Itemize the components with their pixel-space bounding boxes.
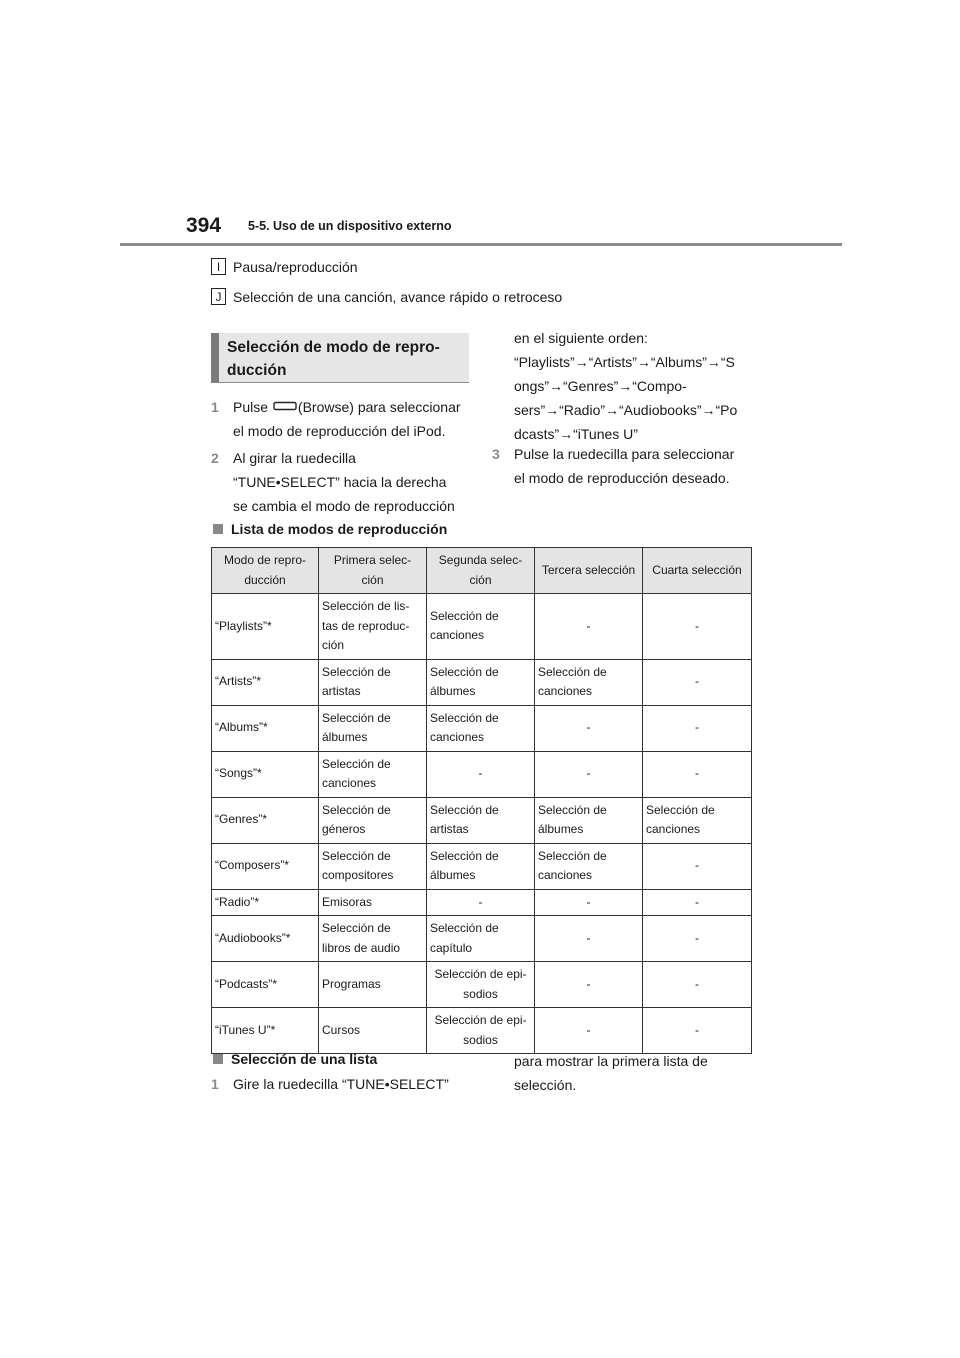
step-3 bbox=[492, 442, 762, 490]
mode-cell bbox=[212, 705, 319, 751]
selection-cell bbox=[643, 751, 752, 797]
cell-line: “iTunes U”* bbox=[215, 1022, 276, 1037]
browse-button-icon bbox=[273, 401, 297, 411]
list-section-title-text: Selección de una lista bbox=[231, 1051, 378, 1067]
cell-line: Programas bbox=[322, 976, 381, 991]
cell-line: - bbox=[695, 674, 699, 689]
cell-line: Selección de bbox=[538, 848, 607, 863]
list-section-title bbox=[213, 1051, 377, 1067]
cell-line: Selección de bbox=[430, 848, 499, 863]
cell-line: sodios bbox=[463, 986, 498, 1001]
cell-line: - bbox=[478, 894, 483, 909]
cell-line: álbumes bbox=[430, 868, 476, 882]
cont-line4: sers”→“Radio”→“Audiobooks”→“Po bbox=[514, 402, 738, 418]
step-2-continuation bbox=[514, 326, 764, 446]
cell-line: “Songs”* bbox=[215, 766, 262, 781]
selection-cell bbox=[319, 916, 427, 962]
cell-line: canciones bbox=[538, 868, 593, 882]
step-2 bbox=[211, 446, 481, 518]
cell-line: tas de reproduc- bbox=[322, 618, 410, 633]
selection-cell bbox=[643, 659, 752, 705]
step-2-number: 2 bbox=[211, 450, 219, 466]
cell-line: - bbox=[695, 618, 699, 633]
step-1 bbox=[211, 395, 481, 443]
header-line: ción bbox=[361, 572, 384, 587]
table-header-cell bbox=[427, 548, 535, 594]
selection-cell bbox=[319, 751, 427, 797]
header-divider bbox=[120, 243, 842, 246]
table-row bbox=[212, 751, 752, 797]
selection-cell bbox=[427, 705, 535, 751]
cell-line: compositores bbox=[322, 868, 394, 882]
cell-line: Selección de bbox=[430, 710, 499, 725]
list-step-1-text: Gire la ruedecilla “TUNE•SELECT” bbox=[233, 1076, 449, 1092]
cell-line: libros de audio bbox=[322, 940, 401, 955]
selection-cell bbox=[427, 594, 535, 660]
step-1-line2: el modo de reproducción del iPod. bbox=[233, 423, 446, 439]
cell-line: Selección de bbox=[322, 802, 391, 817]
cell-line: capítulo bbox=[430, 940, 473, 955]
selection-cell bbox=[535, 916, 643, 962]
cell-line: Selección de epi- bbox=[434, 967, 527, 981]
cell-line: canciones bbox=[430, 730, 485, 744]
step-1-post: (Browse) para seleccionar bbox=[297, 399, 461, 415]
step-1-pre: Pulse bbox=[233, 399, 269, 415]
mode-cell bbox=[212, 889, 319, 916]
table-header-row bbox=[212, 548, 752, 594]
table-header-cell bbox=[643, 548, 752, 594]
cell-line: Selección de bbox=[646, 802, 715, 817]
cont-line5: dcasts”→“iTunes U” bbox=[514, 426, 638, 442]
cell-line: Selección de bbox=[322, 756, 391, 771]
mode-cell bbox=[212, 659, 319, 705]
table-row bbox=[212, 843, 752, 889]
cell-line: Emisoras bbox=[322, 894, 373, 909]
header-line: Modo de repro- bbox=[223, 553, 307, 567]
list-cont-line1: para mostrar la primera lista de bbox=[514, 1053, 708, 1069]
selection-cell bbox=[535, 659, 643, 705]
header-line: Segunda selec- bbox=[438, 553, 523, 567]
cell-line: Selección de epi- bbox=[434, 1013, 527, 1027]
cell-line: canciones bbox=[430, 628, 485, 643]
bullet-square-icon bbox=[213, 524, 223, 534]
cell-line: canciones bbox=[322, 776, 377, 790]
selection-cell bbox=[535, 843, 643, 889]
cell-line: “Composers”* bbox=[215, 858, 290, 873]
table-row bbox=[212, 962, 752, 1008]
step-3-line1: Pulse la ruedecilla para seleccionar bbox=[514, 446, 735, 462]
table-header-cell bbox=[535, 548, 643, 594]
cell-line: álbumes bbox=[430, 684, 476, 698]
cell-line: “Artists”* bbox=[215, 674, 261, 689]
cell-line: Selección de bbox=[430, 664, 499, 679]
cell-line: - bbox=[478, 766, 483, 781]
cell-line: “Genres”* bbox=[215, 812, 268, 827]
cell-line: - bbox=[695, 858, 699, 873]
cell-line: géneros bbox=[322, 822, 366, 836]
selection-cell bbox=[535, 594, 643, 660]
table-row bbox=[212, 889, 752, 916]
selection-cell bbox=[643, 962, 752, 1008]
playback-modes-table bbox=[211, 547, 752, 1054]
page-number: 394 bbox=[186, 214, 222, 237]
cell-line: - bbox=[695, 894, 699, 909]
step-3-number: 3 bbox=[492, 446, 500, 462]
cell-line: “Audiobooks”* bbox=[215, 930, 291, 945]
table-header-cell bbox=[212, 548, 319, 594]
mode-cell bbox=[212, 751, 319, 797]
cell-line: Selección de bbox=[538, 664, 607, 679]
callout-letter-i: I bbox=[211, 258, 226, 275]
selection-cell bbox=[319, 659, 427, 705]
callout-text-i: Pausa/reproducción bbox=[233, 258, 358, 275]
callout-i bbox=[211, 258, 358, 275]
callout-letter-j: J bbox=[211, 288, 226, 305]
mode-cell bbox=[212, 594, 319, 660]
header-line: ción bbox=[469, 572, 492, 587]
selection-cell bbox=[319, 962, 427, 1008]
cell-line: - bbox=[695, 930, 699, 945]
header-line: ducción bbox=[244, 572, 286, 587]
selection-cell bbox=[643, 797, 752, 843]
cell-line: Selección de bbox=[322, 848, 391, 863]
selection-cell bbox=[535, 705, 643, 751]
selection-cell bbox=[643, 1008, 752, 1054]
selection-cell bbox=[643, 916, 752, 962]
selection-cell bbox=[319, 705, 427, 751]
selection-cell bbox=[535, 751, 643, 797]
table-row bbox=[212, 705, 752, 751]
selection-cell bbox=[427, 751, 535, 797]
cell-line: Selección de bbox=[538, 802, 607, 817]
table-title bbox=[213, 521, 447, 537]
cell-line: - bbox=[586, 894, 591, 909]
cell-line: Selección de bbox=[322, 921, 391, 935]
cell-line: Selección de bbox=[430, 608, 499, 623]
cont-line1: en el siguiente orden: bbox=[514, 330, 648, 346]
cell-line: Selección de lis- bbox=[322, 599, 410, 613]
callout-j bbox=[211, 288, 562, 305]
table-row bbox=[212, 659, 752, 705]
cell-line: - bbox=[586, 720, 591, 735]
cell-line: - bbox=[695, 1022, 699, 1037]
selection-cell bbox=[535, 1008, 643, 1054]
mode-cell bbox=[212, 843, 319, 889]
cell-line: canciones bbox=[646, 822, 701, 836]
selection-cell bbox=[427, 916, 535, 962]
table-row bbox=[212, 1008, 752, 1054]
cell-line: - bbox=[586, 618, 591, 633]
cell-line: Selección de bbox=[322, 664, 391, 679]
table-row bbox=[212, 594, 752, 660]
list-step-1 bbox=[211, 1072, 491, 1096]
header-line: Cuarta selección bbox=[652, 562, 742, 577]
selection-cell bbox=[427, 843, 535, 889]
selection-cell bbox=[319, 1008, 427, 1054]
selection-cell bbox=[427, 659, 535, 705]
header-line: Primera selec- bbox=[333, 553, 412, 567]
table-title-text: Lista de modos de reproducción bbox=[231, 521, 448, 537]
cell-line: - bbox=[695, 976, 699, 991]
callout-text-j: Selección de una canción, avance rápido o retroceso bbox=[233, 288, 563, 305]
cell-line: Cursos bbox=[322, 1022, 361, 1037]
selection-cell bbox=[535, 889, 643, 916]
list-step-continuation bbox=[514, 1049, 764, 1097]
bullet-square-icon bbox=[213, 1054, 223, 1064]
subsection-title bbox=[227, 336, 440, 382]
step-2-line3: se cambia el modo de reproducción bbox=[233, 498, 455, 514]
section-title: 5-5. Uso de un dispositivo externo bbox=[248, 219, 452, 233]
selection-cell bbox=[427, 797, 535, 843]
cell-line: artistas bbox=[430, 822, 469, 836]
header-line: Tercera selección bbox=[541, 562, 636, 577]
cell-line: “Podcasts”* bbox=[215, 976, 278, 991]
cell-line: Selección de bbox=[430, 802, 499, 817]
table-row bbox=[212, 916, 752, 962]
cell-line: álbumes bbox=[322, 730, 368, 744]
cell-line: “Albums”* bbox=[215, 720, 268, 735]
cell-line: Selección de bbox=[430, 921, 499, 935]
selection-cell bbox=[643, 843, 752, 889]
step-2-line1: Al girar la ruedecilla bbox=[233, 450, 356, 466]
cell-line: “Playlists”* bbox=[215, 618, 272, 633]
cell-line: Selección de bbox=[322, 710, 391, 725]
table-header-cell bbox=[319, 548, 427, 594]
selection-cell bbox=[427, 889, 535, 916]
list-cont-line2: selección. bbox=[514, 1077, 577, 1093]
cell-line: - bbox=[586, 930, 591, 945]
mode-cell bbox=[212, 916, 319, 962]
selection-cell bbox=[319, 843, 427, 889]
step-2-line2: “TUNE•SELECT” hacia la derecha bbox=[233, 474, 447, 490]
selection-cell bbox=[643, 889, 752, 916]
cont-line2: “Playlists”→“Artists”→“Albums”→“S bbox=[514, 354, 735, 370]
selection-cell bbox=[427, 962, 535, 1008]
selection-cell bbox=[319, 889, 427, 916]
cell-line: - bbox=[586, 1022, 591, 1037]
subsection-heading bbox=[211, 333, 469, 383]
cell-line: “Radio”* bbox=[215, 894, 260, 909]
cell-line: - bbox=[586, 766, 591, 781]
cell-line: - bbox=[695, 720, 699, 735]
mode-cell bbox=[212, 797, 319, 843]
selection-cell bbox=[643, 594, 752, 660]
cell-line: álbumes bbox=[538, 822, 584, 836]
selection-cell bbox=[427, 1008, 535, 1054]
mode-cell bbox=[212, 962, 319, 1008]
cell-line: ción bbox=[322, 638, 345, 652]
cell-line: - bbox=[695, 766, 699, 781]
subsection-title-line2: ducción bbox=[227, 362, 287, 379]
step-3-line2: el modo de reproducción deseado. bbox=[514, 470, 730, 486]
selection-cell bbox=[535, 797, 643, 843]
subsection-title-line1: Selección de modo de repro- bbox=[227, 339, 440, 356]
step-1-number: 1 bbox=[211, 399, 219, 415]
selection-cell bbox=[319, 797, 427, 843]
list-step-1-number: 1 bbox=[211, 1076, 219, 1092]
cell-line: sodios bbox=[463, 1032, 498, 1047]
cell-line: - bbox=[586, 976, 591, 991]
cell-line: canciones bbox=[538, 684, 593, 698]
cont-line3: ongs”→“Genres”→“Compo- bbox=[514, 378, 687, 394]
selection-cell bbox=[643, 705, 752, 751]
selection-cell bbox=[535, 962, 643, 1008]
mode-cell bbox=[212, 1008, 319, 1054]
table-row bbox=[212, 797, 752, 843]
cell-line: artistas bbox=[322, 684, 361, 698]
selection-cell bbox=[319, 594, 427, 660]
